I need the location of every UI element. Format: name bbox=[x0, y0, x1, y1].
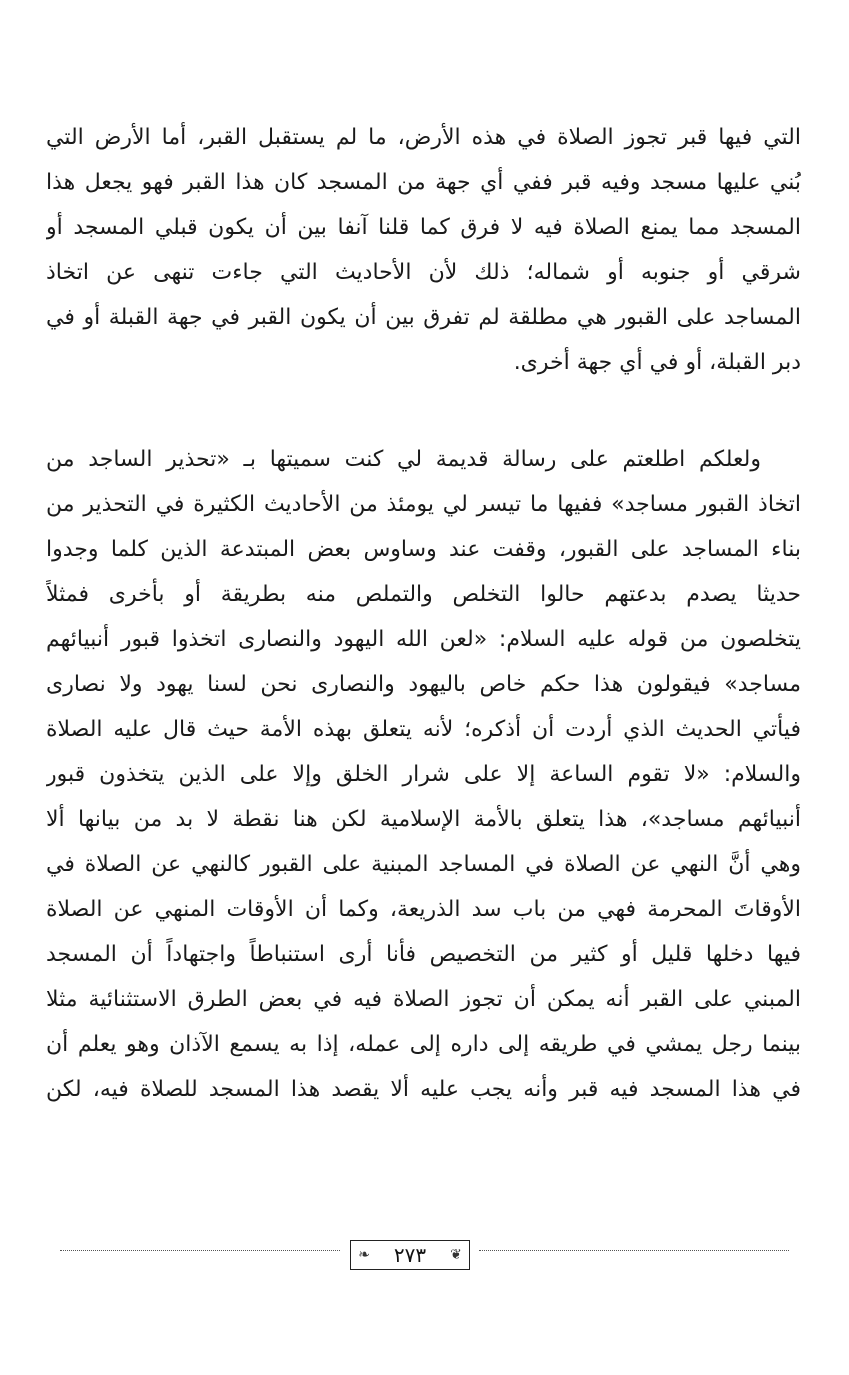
text-line: الأوقاتَ المحرمة فهي من باب سد الذريعة، وكما أن الأوقات المنهي عن الصلاة bbox=[46, 897, 801, 922]
page-number-box bbox=[350, 1240, 470, 1270]
page-body bbox=[46, 118, 801, 1228]
ornament-icon: ❧ bbox=[358, 1247, 370, 1263]
page-number: ٢٧٣ bbox=[393, 1243, 427, 1267]
text-line: أنبيائهم مساجد»، هذا يتعلق بالأمة الإسلامية لكن هنا نقطة لا بد من بيانها ألا bbox=[46, 807, 801, 832]
text-line: التي فيها قبر تجوز الصلاة في هذه الأرض، ما لم يستقبل القبر، أما الأرض التي bbox=[46, 125, 801, 150]
text-line: بناء المساجد على القبور، وقفت عند وساوس بعض المبتدعة الذين كلما وجدوا bbox=[46, 537, 801, 562]
footer-dotted-rule-left bbox=[60, 1250, 340, 1251]
text-line: يتخلصون من قوله عليه السلام: «لعن الله اليهود والنصارى اتخذوا قبور أنبيائهم bbox=[46, 627, 801, 652]
text-line: والسلام: «لا تقوم الساعة إلا على شرار الخلق وإلا على الذين يتخذون قبور bbox=[46, 762, 801, 787]
text-line: حديثا يصدم بدعتهم حالوا التخلص والتملص منه بطريقة أو بأخرى فمثلاً bbox=[46, 582, 801, 607]
footer-dotted-rule-right bbox=[479, 1250, 789, 1251]
text-line: فيها دخلها قليل أو كثير من التخصيص فأنا أرى استنباطاً واجتهاداً أن المسجد bbox=[46, 942, 801, 967]
text-line: شرقي أو جنوبه أو شماله؛ ذلك لأن الأحاديث التي جاءت تنهى عن اتخاذ bbox=[46, 260, 801, 285]
ornament-icon: ❦ bbox=[450, 1247, 462, 1263]
text-line: وهي أنَّ النهي عن الصلاة في المساجد المبنية على القبور كالنهي عن الصلاة في bbox=[46, 852, 801, 877]
page-footer bbox=[60, 1240, 789, 1280]
text-line: اتخاذ القبور مساجد» ففيها ما تيسر لي يومئذ من الأحاديث الكثيرة في التحذير من bbox=[46, 492, 801, 517]
text-line: ولعلكم اطلعتم على رسالة قديمة لي كنت سميتها بـ «تحذير الساجد من bbox=[46, 447, 761, 472]
text-line: بينما رجل يمشي في طريقه إلى داره إلى عمله، إذا به يسمع الآذان وهو يعلم أن bbox=[46, 1032, 801, 1057]
text-line: دبر القبلة، أو في أي جهة أخرى. bbox=[513, 350, 801, 375]
text-line: مساجد» فيقولون هذا حكم خاص باليهود والنصارى نحن لسنا يهود ولا نصارى bbox=[46, 672, 801, 697]
text-line: المساجد على القبور هي مطلقة لم تفرق بين أن يكون القبر في جهة القبلة أو في bbox=[46, 305, 801, 330]
text-line: المسجد مما يمنع الصلاة فيه لا فرق كما قلنا آنفا بين أن يكون قبلي المسجد أو bbox=[46, 215, 801, 240]
text-line: بُني عليها مسجد وفيه قبر ففي أي جهة من المسجد كان هذا القبر فهو يجعل هذا bbox=[46, 170, 801, 195]
text-line: فيأتي الحديث الذي أردت أن أذكره؛ لأنه يتعلق بهذه الأمة حيث قال عليه الصلاة bbox=[46, 717, 801, 742]
text-line: في هذا المسجد فيه قبر وأنه يجب عليه ألا يقصد هذا المسجد للصلاة فيه، لكن bbox=[46, 1077, 801, 1102]
text-line: المبني على القبر أنه يمكن أن تجوز الصلاة فيه في بعض الطرق الاستثنائية مثلا bbox=[46, 987, 801, 1012]
